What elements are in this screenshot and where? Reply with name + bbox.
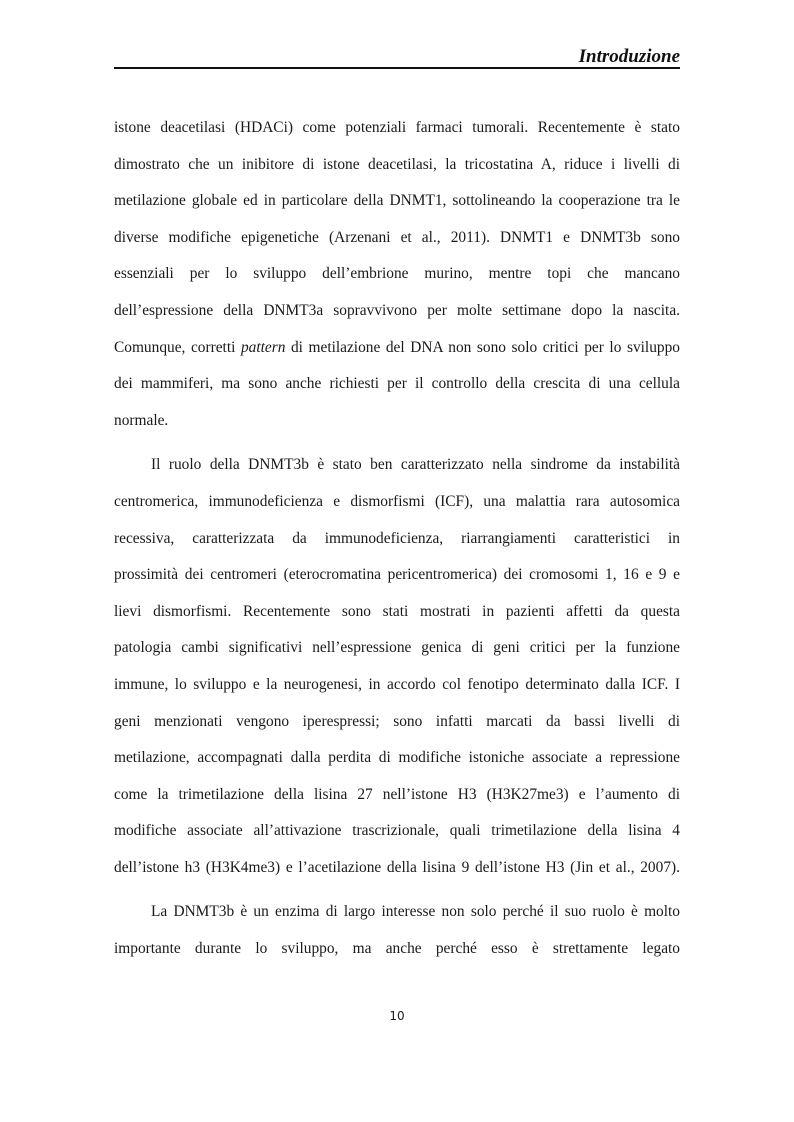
italic-term: pattern	[240, 338, 286, 356]
text-segment: Comunque, corretti	[114, 338, 236, 356]
text-line: geni menzionati vengono iperespressi; sono infatti marcati da bassi livelli di	[114, 712, 680, 730]
paragraph-3	[114, 894, 680, 967]
text-line: dell’istone h3 (H3K4me3) e l’acetilazione della lisina 9 dell’istone H3 (Jin et al., 2007).	[114, 858, 680, 876]
text-line: immune, lo sviluppo e la neurogenesi, in accordo col fenotipo determinato dalla ICF. I	[114, 675, 680, 693]
text-line: modifiche associate all’attivazione trascrizionale, quali trimetilazione della lisina 4	[114, 822, 680, 840]
page-number: 10	[389, 1009, 405, 1023]
text-line: La DNMT3b è un enzima di largo interesse non solo perché il suo ruolo è molto	[151, 903, 680, 921]
paragraph-2	[114, 447, 680, 886]
text-line: normale.	[114, 411, 169, 429]
text-line: recessiva, caratterizzata da immunodeficienza, riarrangiamenti caratteristici in	[114, 529, 680, 547]
text-line: prossimità dei centromeri (eterocromatina pericentromerica) dei cromosomi 1, 16 e 9 e	[114, 566, 680, 584]
text-line: patologia cambi significativi nell’espressione genica di geni critici per la funzione	[114, 639, 680, 657]
text-line: importante durante lo sviluppo, ma anche perché esso è strettamente legato	[114, 940, 680, 958]
text-line: istone deacetilasi (HDACi) come potenziali farmaci tumorali. Recentemente è stato	[114, 119, 680, 136]
text-line-mixed	[114, 330, 680, 367]
paragraph-gap	[114, 439, 680, 447]
text-line: dell’espressione della DNMT3a sopravvivono per molte settimane dopo la nascita.	[114, 301, 680, 319]
text-line: lievi dismorfismi. Recentemente sono stati mostrati in pazienti affetti da questa	[114, 602, 680, 620]
text-line: metilazione globale ed in particolare della DNMT1, sottolineando la cooperazione tra le	[114, 192, 680, 210]
text-line: dimostrato che un inibitore di istone deacetilasi, la tricostatina A, riduce i livelli di	[114, 155, 680, 173]
text-segment: di metilazione del DNA non sono solo critici per lo sviluppo	[290, 338, 680, 356]
running-header-title: Introduzione	[578, 46, 680, 67]
paragraph-1	[114, 110, 680, 439]
body-text	[114, 110, 680, 968]
header-rule	[114, 67, 680, 69]
text-line: diverse modifiche epigenetiche (Arzenani et al., 2011). DNMT1 e DNMT3b sono	[114, 228, 680, 246]
text-line: dei mammiferi, ma sono anche richiesti per il controllo della crescita di una cellula	[114, 375, 680, 393]
text-line: come la trimetilazione della lisina 27 nell’istone H3 (H3K27me3) e l’aumento di	[114, 785, 680, 803]
text-line: centromerica, immunodeficienza e dismorfismi (ICF), una malattia rara autosomica	[114, 492, 680, 510]
paragraph-gap	[114, 886, 680, 894]
text-line: essenziali per lo sviluppo dell’embrione murino, mentre topi che mancano	[114, 265, 680, 283]
text-line: metilazione, accompagnati dalla perdita di modifiche istoniche associate a repressione	[114, 749, 680, 767]
text-line: Il ruolo della DNMT3b è stato ben caratterizzato nella sindrome da instabilità	[151, 456, 680, 474]
